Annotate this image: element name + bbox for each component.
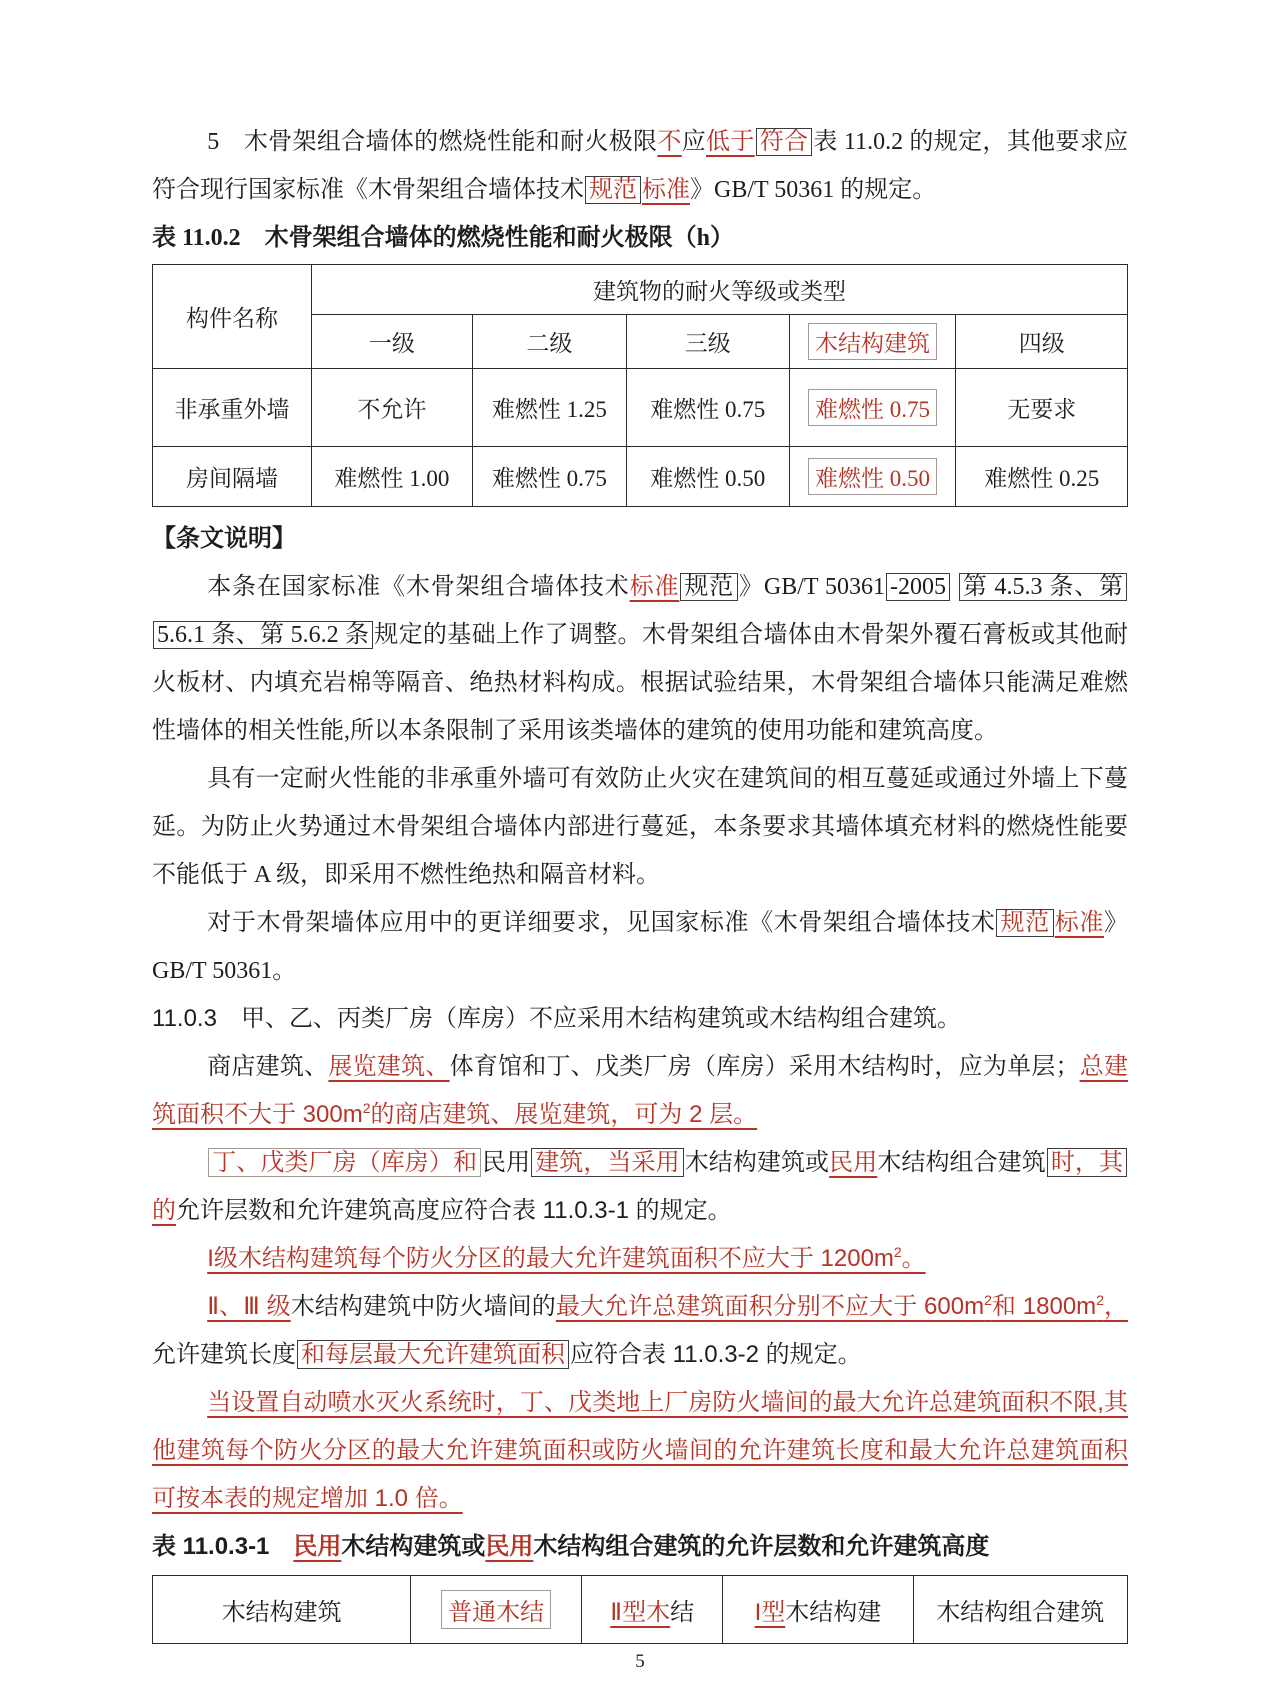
table-cell — [153, 369, 312, 447]
inserted-text: 的 — [152, 1197, 176, 1224]
text-run: 难燃性 1.00 — [334, 466, 450, 491]
document-body — [152, 118, 1128, 1644]
inserted-text: 民用 — [829, 1149, 878, 1176]
text-run: 民用 — [482, 1149, 531, 1176]
inserted-text: 2 — [893, 1244, 902, 1260]
inserted-text: 最大允许总建筑面积分别不应大于 600m — [555, 1293, 985, 1320]
inserted-text: Ⅱ、Ⅲ 级 — [207, 1293, 291, 1320]
inserted-text: 标准 — [1054, 910, 1105, 936]
inserted-text: I级木结构建筑每个防火分区的最大允许建筑面积不应大于 1200m — [207, 1245, 894, 1272]
table-cell — [153, 447, 312, 507]
text-run: 木结构组合建筑的允许层数和允许建筑高度 — [533, 1533, 990, 1560]
revised-cell-value: 普通木结 — [441, 1590, 551, 1629]
clause-11-0-3-sub-5 — [152, 1379, 1128, 1523]
clause-note-heading — [152, 515, 1128, 563]
table-cell — [472, 447, 626, 507]
inserted-text: 民用 — [485, 1533, 534, 1560]
table-cell — [472, 315, 626, 369]
text-run: 5 木骨架组合墙体的燃烧性能和耐火极限 — [207, 129, 658, 155]
text-run: 表 11.0.2 木骨架组合墙体的燃烧性能和耐火极限（h） — [152, 225, 735, 251]
deleted-text: 规范 — [680, 573, 738, 601]
inserted-text: ， — [1103, 1293, 1129, 1320]
table-cell — [311, 369, 472, 447]
table-cell — [472, 369, 626, 447]
text-run — [951, 574, 958, 600]
text-run: 一级 — [368, 331, 415, 356]
text-run: 表 11.0.2 的规定，其他要求应符合现行国家标准《木骨架组合墙体技术 — [152, 129, 1129, 203]
note-paragraph-3 — [152, 899, 1128, 995]
text-run: 结 — [670, 1599, 695, 1626]
text-run: 允许层数和允许建筑高度应符合表 11.0.3-1 的规定。 — [176, 1197, 732, 1224]
table-cell — [789, 447, 956, 507]
table-row — [153, 447, 1128, 507]
text-run: 允许建筑长度 — [152, 1341, 296, 1368]
text-run: 》GB/T 50361 — [739, 574, 885, 600]
inserted-text: 标准 — [629, 574, 680, 600]
text-run: 房间隔墙 — [185, 466, 278, 491]
text-run: 木结构组合建筑 — [936, 1599, 1105, 1626]
text-run: 难燃性 0.25 — [984, 466, 1100, 491]
deleted-text: 时，其 — [1047, 1148, 1127, 1177]
text-run: 规定的基础上作了调整。木骨架组合墙体由木骨架外覆石膏板或其他耐火板材、内填充岩棉等隔音、绝热材料构成。根据试验结果，木骨架组合墙体只能满足难燃性墙体的相关性能,所以本条限制了采用该类墙体的建筑的使用功能和建筑高度。 — [152, 622, 1129, 744]
deleted-text: 建筑，当采用 — [531, 1148, 683, 1177]
table-cell — [626, 369, 789, 447]
text-run: 无要求 — [1007, 397, 1077, 422]
deleted-text: 丁、戊类厂房（库房）和 — [208, 1148, 481, 1177]
table-11-0-2-caption — [152, 214, 1128, 262]
wood-structure-types-table — [152, 1575, 1128, 1644]
deleted-text: 第 4.5.3 条、第 5.6.1 条、第 5.6.2 条 — [153, 573, 1127, 649]
text-run: 木结构建筑或 — [341, 1533, 486, 1560]
inserted-text: 2 — [984, 1292, 992, 1308]
text-run: 木结构组合建筑 — [877, 1149, 1046, 1176]
inserted-text: 2 — [362, 1100, 371, 1116]
text-run: 木结构建筑中防火墙间的 — [290, 1293, 556, 1320]
text-run: 难燃性 0.75 — [491, 466, 607, 491]
text-run: 本条在国家标准《木骨架组合墙体技术 — [207, 574, 630, 600]
table-cell — [311, 315, 472, 369]
table-cell — [789, 315, 956, 369]
table-cell — [956, 447, 1128, 507]
text-run: 应符合表 11.0.3-2 的规定。 — [570, 1341, 862, 1368]
inserted-text: 的商店建筑、展览建筑，可为 2 层。 — [370, 1101, 758, 1128]
text-run: 对于木骨架墙体应用中的更详细要求，见国家标准《木骨架组合墙体技术 — [207, 910, 996, 936]
deleted-text: 符合 — [756, 128, 813, 156]
text-run: 应 — [681, 129, 707, 155]
inserted-text: 总建筑面积不大于 300m — [152, 1053, 1129, 1128]
text-run: 体育馆和丁、戊类厂房（库房）采用木结构时，应为单层； — [449, 1053, 1080, 1080]
clause-11-0-3-sub-1 — [152, 1043, 1128, 1139]
text-run: 木结构建 — [785, 1599, 882, 1626]
text-run: 表 11.0.3-1 — [152, 1533, 294, 1560]
text-run: 不允许 — [357, 397, 427, 422]
note-paragraph-1 — [152, 563, 1128, 755]
revised-cell-value: 难燃性 0.50 — [808, 458, 937, 495]
table-cell — [582, 1576, 723, 1644]
inserted-text: 标准 — [642, 177, 690, 203]
text-run: 》GB/T 50361。 — [152, 910, 1129, 984]
inserted-text: I型 — [754, 1599, 786, 1626]
clause-11-0-3-paragraph — [152, 995, 1128, 1043]
table-cell — [789, 369, 956, 447]
text-run: 11.0.3 甲、乙、丙类厂房（库房）不应采用木结构建筑或木结构组合建筑。 — [152, 1005, 961, 1032]
table-corner-header: 构件名称 — [153, 265, 312, 369]
inserted-text: 低于 — [706, 129, 755, 155]
table-cell — [411, 1576, 582, 1644]
deleted-text: 规范 — [585, 176, 641, 204]
table-row — [153, 1576, 1128, 1644]
table-cell — [913, 1576, 1128, 1644]
clause-11-0-3-sub-4 — [152, 1283, 1128, 1379]
text-run: 三级 — [684, 331, 731, 356]
inserted-text: 民用 — [293, 1533, 342, 1560]
revised-cell-value: 难燃性 0.75 — [808, 389, 937, 426]
page-number: 5 — [635, 1651, 645, 1672]
inserted-text: 。 — [901, 1245, 926, 1272]
clause-5-paragraph — [152, 118, 1128, 214]
deleted-text: 规范 — [996, 909, 1053, 937]
text-run: 【条文说明】 — [152, 526, 296, 552]
table-cell — [626, 315, 789, 369]
inserted-text: 展览建筑、 — [328, 1053, 450, 1080]
table-cell — [311, 447, 472, 507]
inserted-text: 和 1800m — [991, 1293, 1097, 1320]
text-run: 商店建筑、 — [207, 1053, 329, 1080]
fire-resistance-table — [152, 264, 1128, 507]
text-run: 难燃性 0.75 — [650, 397, 766, 422]
revised-cell-value: 木结构建筑 — [808, 323, 937, 360]
text-run: 木结构建筑或 — [684, 1149, 830, 1176]
table-cell — [723, 1576, 913, 1644]
inserted-text: 2 — [1096, 1292, 1104, 1308]
text-run: 非承重外墙 — [174, 397, 290, 422]
table-cell — [626, 447, 789, 507]
clause-11-0-3-sub-2 — [152, 1139, 1128, 1235]
text-run: 》GB/T 50361 的规定。 — [690, 177, 937, 203]
note-paragraph-2 — [152, 755, 1128, 899]
table-cell — [153, 1576, 411, 1644]
table-row — [153, 369, 1128, 447]
inserted-text: Ⅱ型木 — [610, 1599, 671, 1626]
text-run: 难燃性 0.50 — [650, 466, 766, 491]
deleted-text: 和每层最大允许建筑面积 — [297, 1340, 569, 1369]
table-cell — [956, 369, 1128, 447]
text-run: 难燃性 1.25 — [491, 397, 607, 422]
table-cell — [956, 315, 1128, 369]
table-group-header: 建筑物的耐火等级或类型 — [311, 265, 1127, 315]
text-run: 木结构建筑 — [221, 1599, 342, 1626]
text-run: 二级 — [526, 331, 573, 356]
clause-11-0-3-sub-3 — [152, 1235, 1128, 1283]
deleted-text: -2005 — [886, 573, 950, 601]
table-11-0-3-1-caption — [152, 1523, 1128, 1571]
inserted-text: 不 — [657, 129, 682, 155]
text-run: 具有一定耐火性能的非承重外墙可有效防止火灾在建筑间的相互蔓延或通过外墙上下蔓延。为防止火势通过木骨架组合墙体内部进行蔓延，本条要求其墙体填充材料的燃烧性能要不能低于 A 级，即采用不燃性绝热和隔音材料。 — [152, 766, 1128, 888]
inserted-text: 当设置自动喷水灭火系统时，丁、戊类地上厂房防火墙间的最大允许总建筑面积不限,其他建筑每个防火分区的最大允许建筑面积或防火墙间的允许建筑长度和最大允许总建筑面积可按本表的规定增加 1.0 倍。 — [152, 1389, 1128, 1512]
text-run: 四级 — [1018, 331, 1065, 356]
